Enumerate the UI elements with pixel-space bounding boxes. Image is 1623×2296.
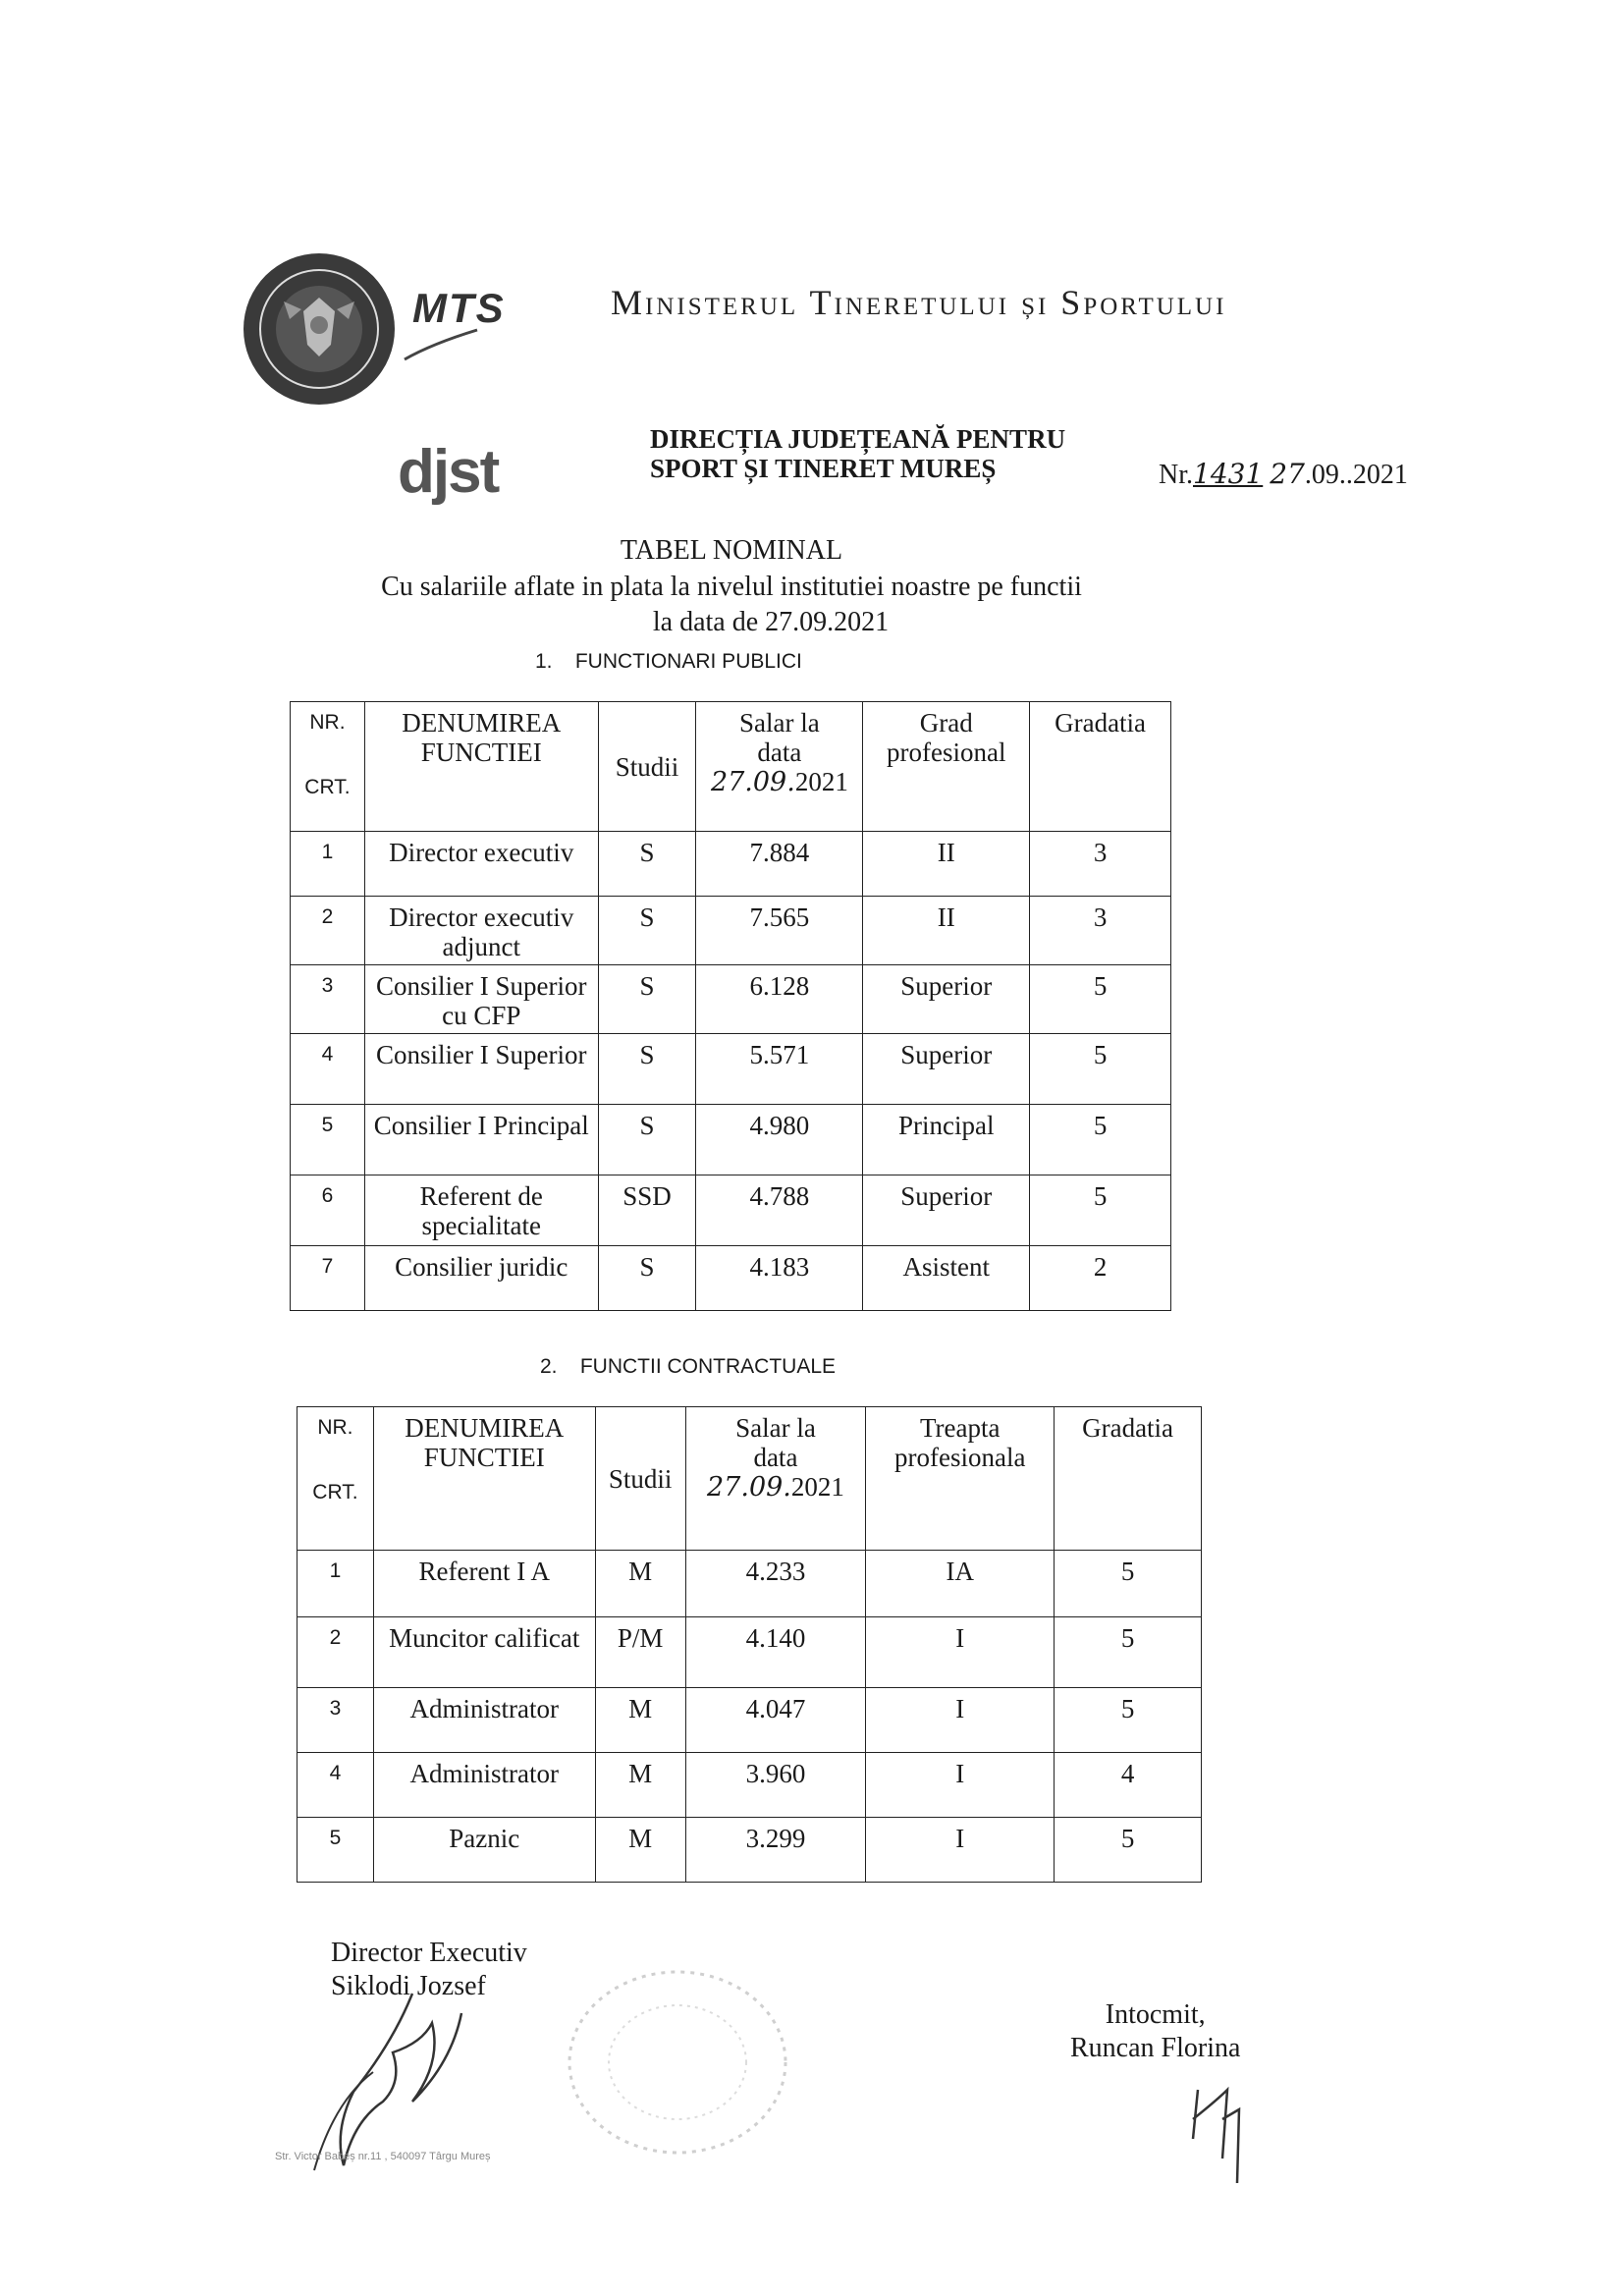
cell-salar: 4.047	[685, 1688, 866, 1753]
document-title: TABEL NOMINAL	[620, 535, 843, 566]
faded-stamp-icon	[560, 1964, 795, 2160]
cell-salar: 4.980	[696, 1105, 863, 1175]
section2-name: FUNCTII CONTRACTUALE	[579, 1355, 837, 1378]
handwritten-signature-right-icon	[1188, 2080, 1247, 2188]
signature-right-role: Intocmit,	[1105, 1999, 1206, 2030]
cell-treapta: IA	[866, 1551, 1055, 1617]
header-denumirea	[373, 1407, 595, 1551]
table-row	[291, 1105, 1171, 1175]
cell-studii: S	[598, 1246, 696, 1311]
cell-studii: S	[598, 897, 696, 965]
cell-nr: 3	[291, 965, 365, 1034]
cell-studii: SSD	[598, 1175, 696, 1246]
section1-number: 1.	[535, 650, 553, 673]
table-row	[291, 1034, 1171, 1105]
cell-studii: M	[595, 1551, 685, 1617]
document-subtitle: Cu salariile aflate in plata la nivelul institutiei noastre pe functii	[381, 572, 1082, 602]
nr-label: Nr.	[1159, 460, 1193, 490]
header-salar-date-hand: 27.09.	[707, 1472, 791, 1503]
cell-salar: 4.233	[685, 1551, 866, 1617]
cell-salar: 3.960	[685, 1753, 866, 1818]
djst-logo: djst	[398, 438, 499, 506]
cell-studii: P/M	[595, 1617, 685, 1688]
table-row	[298, 1818, 1202, 1883]
mts-swoosh-icon	[403, 324, 481, 363]
section1-name: FUNCTIONARI PUBLICI	[574, 650, 802, 673]
header-grad	[863, 702, 1030, 832]
nr-date-hand: 27	[1270, 458, 1305, 490]
cell-treapta: I	[866, 1617, 1055, 1688]
cell-gradatia: 4	[1055, 1753, 1202, 1818]
cell-gradatia: 5	[1030, 965, 1171, 1034]
cell-gradatia: 2	[1030, 1246, 1171, 1311]
cell-gradatia: 5	[1055, 1688, 1202, 1753]
cell-grad: Superior	[863, 1175, 1030, 1246]
cell-grad: II	[863, 897, 1030, 965]
header-salar	[685, 1407, 866, 1551]
cell-salar: 7.884	[696, 832, 863, 897]
header-crt: CRT.	[312, 1481, 358, 1503]
header-gradatia: Gradatia	[1055, 1407, 1202, 1551]
header-denumirea-line2: FUNCTIEI	[420, 738, 542, 767]
header-salar-line2: data	[753, 1443, 798, 1472]
section2-number: 2.	[540, 1355, 558, 1378]
table-row	[291, 897, 1171, 965]
header-nr-crt	[298, 1407, 374, 1551]
header-salar-date-rest: 2021	[794, 767, 848, 796]
header-studii: Studii	[598, 702, 696, 832]
header-grad-line2: profesional	[887, 738, 1006, 767]
header-salar	[696, 702, 863, 832]
cell-nr: 1	[298, 1551, 374, 1617]
cell-studii: S	[598, 1105, 696, 1175]
cell-grad: Principal	[863, 1105, 1030, 1175]
header-salar-date-rest: 2021	[790, 1472, 844, 1502]
header-salar-line2: data	[757, 738, 802, 767]
cell-gradatia: 3	[1030, 832, 1171, 897]
cell-studii: M	[595, 1688, 685, 1753]
cell-nr: 7	[291, 1246, 365, 1311]
cell-salar: 3.299	[685, 1818, 866, 1883]
table-header-row	[298, 1407, 1202, 1551]
cell-nr: 5	[298, 1818, 374, 1883]
table-header-row	[291, 702, 1171, 832]
cell-treapta: I	[866, 1688, 1055, 1753]
cell-grad: Asistent	[863, 1246, 1030, 1311]
cell-gradatia: 5	[1055, 1617, 1202, 1688]
cell-nr: 4	[291, 1034, 365, 1105]
cell-gradatia: 5	[1030, 1175, 1171, 1246]
header-treapta-line1: Treapta	[920, 1413, 1001, 1443]
header-denumirea	[364, 702, 598, 832]
signature-left-name: Siklodi Jozsef	[331, 1971, 486, 2001]
table-row	[291, 832, 1171, 897]
cell-studii: S	[598, 1034, 696, 1105]
cell-nr: 1	[291, 832, 365, 897]
table-row	[298, 1551, 1202, 1617]
cell-functie: Administrator	[373, 1688, 595, 1753]
cell-functie: Referent de specialitate	[364, 1175, 598, 1246]
cell-gradatia: 5	[1030, 1034, 1171, 1105]
cell-gradatia: 3	[1030, 897, 1171, 965]
cell-functie: Consilier juridic	[364, 1246, 598, 1311]
signature-right	[1070, 1998, 1240, 2065]
cell-functie: Consilier I Superior cu CFP	[364, 965, 598, 1034]
cell-salar: 4.788	[696, 1175, 863, 1246]
cell-functie: Consilier I Superior	[364, 1034, 598, 1105]
header-salar-date-hand: 27.09.	[710, 767, 795, 797]
cell-nr: 6	[291, 1175, 365, 1246]
nr-value: 1431	[1193, 458, 1264, 490]
cell-salar: 4.183	[696, 1246, 863, 1311]
section2-heading	[540, 1355, 836, 1379]
cell-nr: 2	[298, 1617, 374, 1688]
header-grad-line1: Grad	[919, 708, 973, 738]
cell-salar: 4.140	[685, 1617, 866, 1688]
cell-functie: Muncitor calificat	[373, 1617, 595, 1688]
mts-logo: MTS	[412, 285, 506, 331]
document-date-line: la data de 27.09.2021	[652, 607, 890, 637]
cell-gradatia: 5	[1055, 1818, 1202, 1883]
cell-functie: Director executiv adjunct	[364, 897, 598, 965]
table-row	[298, 1688, 1202, 1753]
cell-gradatia: 5	[1055, 1551, 1202, 1617]
nr-date-rest: .09..2021	[1304, 460, 1408, 490]
header-treapta-line2: profesionala	[894, 1443, 1026, 1472]
section1-heading	[535, 650, 802, 674]
table-row	[291, 965, 1171, 1034]
header-salar-line1: Salar la	[739, 708, 820, 738]
table-row	[298, 1753, 1202, 1818]
header-studii: Studii	[595, 1407, 685, 1551]
cell-salar: 7.565	[696, 897, 863, 965]
cell-studii: S	[598, 832, 696, 897]
cell-functie: Referent I A	[373, 1551, 595, 1617]
cell-functie: Paznic	[373, 1818, 595, 1883]
cell-gradatia: 5	[1030, 1105, 1171, 1175]
header-denumirea-line1: DENUMIREA	[405, 1413, 565, 1443]
contractuale-table	[297, 1406, 1202, 1883]
header-nr: NR.	[309, 711, 346, 734]
table-row	[298, 1617, 1202, 1688]
cell-treapta: I	[866, 1753, 1055, 1818]
header-gradatia: Gradatia	[1030, 702, 1171, 832]
header-treapta	[866, 1407, 1055, 1551]
cell-nr: 5	[291, 1105, 365, 1175]
cell-nr: 4	[298, 1753, 374, 1818]
functionari-table	[290, 701, 1171, 1311]
cell-grad: Superior	[863, 965, 1030, 1034]
header-crt: CRT.	[304, 776, 351, 798]
directie-name	[650, 424, 1065, 483]
registration-number	[1159, 458, 1408, 491]
government-seal-icon	[241, 250, 398, 408]
cell-studii: M	[595, 1753, 685, 1818]
cell-studii: S	[598, 965, 696, 1034]
cell-grad: II	[863, 832, 1030, 897]
directie-line2: SPORT ȘI TINERET MUREȘ	[650, 454, 997, 483]
header-denumirea-line2: FUNCTIEI	[423, 1443, 545, 1472]
footer-address: Str. Victor Babeș nr.11 , 540097 Târgu Mureș	[275, 2151, 491, 2162]
header-nr: NR.	[317, 1416, 353, 1439]
cell-nr: 3	[298, 1688, 374, 1753]
cell-functie: Administrator	[373, 1753, 595, 1818]
table-row	[291, 1246, 1171, 1311]
cell-salar: 6.128	[696, 965, 863, 1034]
cell-studii: M	[595, 1818, 685, 1883]
header-denumirea-line1: DENUMIREA	[402, 708, 562, 738]
cell-functie: Consilier I Principal	[364, 1105, 598, 1175]
directie-line1: DIRECȚIA JUDEȚEANĂ PENTRU	[650, 424, 1066, 454]
ministry-name: Ministerul Tineretului și Sportului	[611, 283, 1227, 322]
cell-functie: Director executiv	[364, 832, 598, 897]
cell-treapta: I	[866, 1818, 1055, 1883]
cell-nr: 2	[291, 897, 365, 965]
signature-left-role: Director Executiv	[331, 1938, 527, 1968]
cell-salar: 5.571	[696, 1034, 863, 1105]
cell-grad: Superior	[863, 1034, 1030, 1105]
signature-right-name: Runcan Florina	[1070, 2033, 1241, 2063]
header-salar-line1: Salar la	[735, 1413, 816, 1443]
header-nr-crt	[291, 702, 365, 832]
table-row	[291, 1175, 1171, 1246]
